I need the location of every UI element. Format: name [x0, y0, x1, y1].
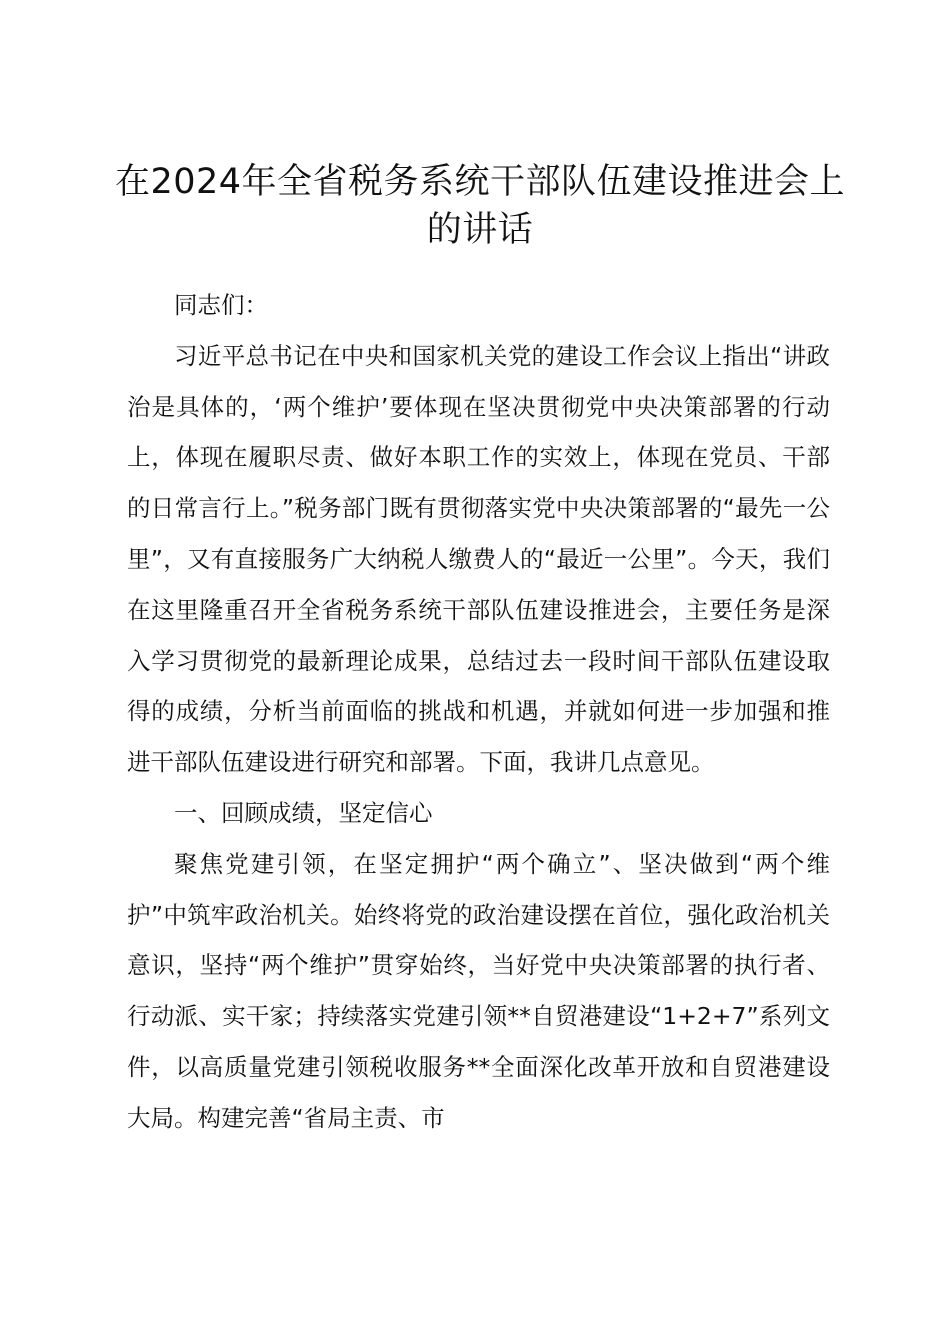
salutation: 同志们：: [174, 291, 268, 319]
document-title: 在2024年全省税务系统干部队伍建设推进会上的讲话: [114, 162, 846, 250]
intro-paragraph: 习近平总书记在中央和国家机关党的建设工作会议上指出“讲政治是具体的，‘两个维护’要体现在坚决贯彻党中央决策部署的行动上，体现在履职尽责、做好本职工作的实效上，体现在党员、干部的日常言行上。”税务部门既有贯彻落实党中央决策部署的“最先一公里”，又有直接服务广大纳税人缴费人的“最近一公里”。今天，我们在这里隆重召开全省税务系统干部队伍建设推进会，主要任务是深入学习贯彻党的最新理论成果，总结过去一段时间干部队伍建设取得的成绩，分析当前面临的挑战和机遇，并就如何进一步加强和推进干部队伍建设进行研究和部署。下面，我讲几点意见。: [127, 341, 830, 777]
section-paragraph: 聚焦党建引领，在坚定拥护“两个确立”、坚决做到“两个维护”中筑牢政治机关。始终将党的政治建设摆在首位，强化政治机关意识，坚持“两个维护”贯穿始终，当好党中央决策部署的执行者、行动派、实干家；持续落实党建引领**自贸港建设“1+2+7”系列文件，以高质量党建引领税收服务**全面深化改革开放和自贸港建设大局。构建完善“省局主责、市: [127, 849, 830, 1132]
section-heading: 一、回顾成绩，坚定信心: [174, 798, 433, 827]
document-body: [127, 280, 830, 1144]
